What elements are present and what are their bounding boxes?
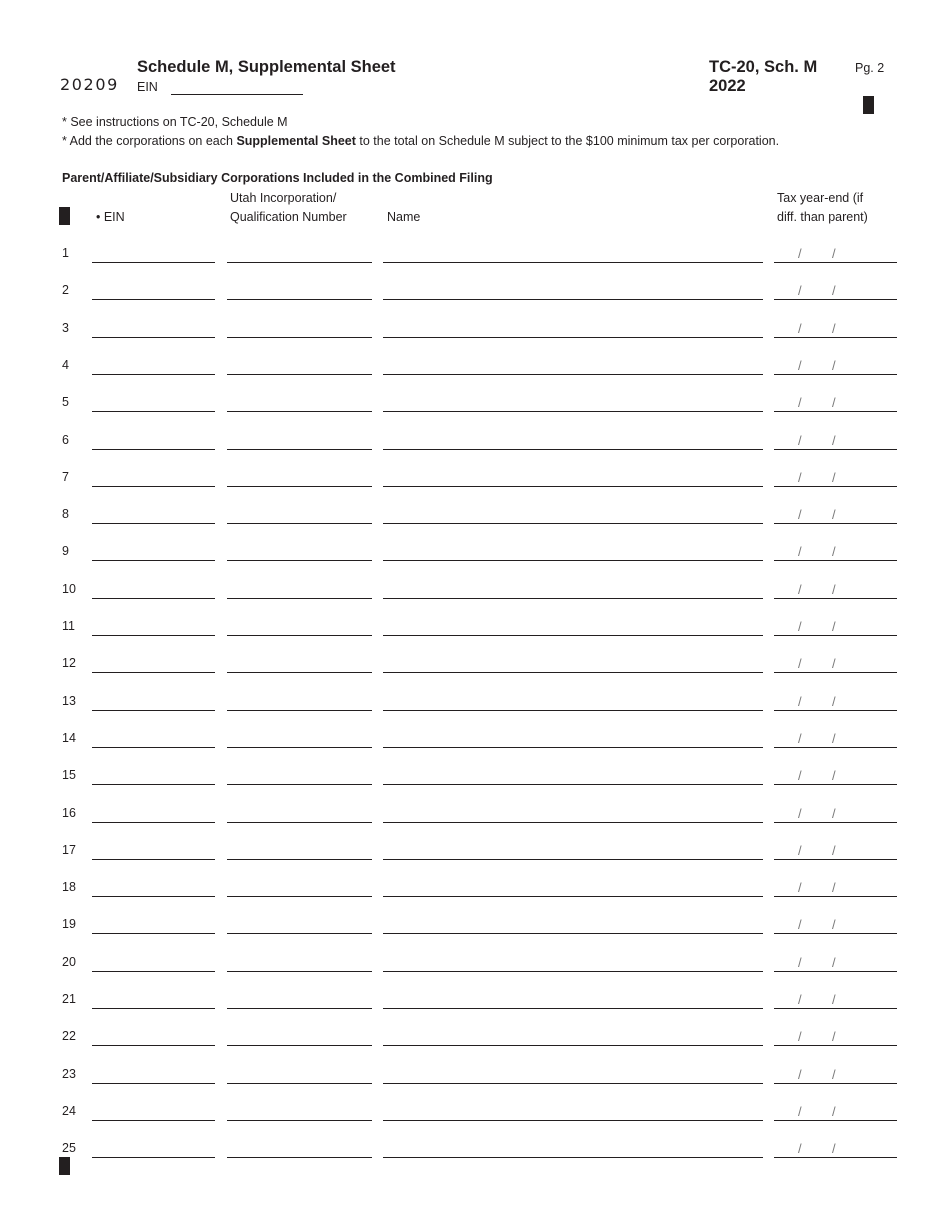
table-row — [0, 1067, 950, 1104]
utah-number-field[interactable] — [227, 1120, 372, 1121]
date-separator: / — [798, 917, 802, 933]
column-header-utah-line1: Utah Incorporation/ — [230, 191, 337, 205]
date-separator: / — [798, 693, 802, 709]
tax-year-end-field[interactable] — [774, 1045, 897, 1046]
table-row — [0, 470, 950, 507]
date-separator: / — [832, 992, 836, 1007]
name-field[interactable] — [383, 598, 763, 599]
date-separator: / — [832, 1141, 836, 1157]
utah-number-field[interactable] — [227, 672, 372, 673]
name-field[interactable] — [383, 971, 763, 972]
row-number: 5 — [62, 395, 69, 410]
ein-field[interactable] — [92, 523, 215, 524]
utah-number-field[interactable] — [227, 560, 372, 561]
row-number: 3 — [62, 320, 69, 335]
tax-year-end-field[interactable] — [774, 710, 897, 711]
utah-number-field[interactable] — [227, 299, 372, 300]
tax-year-end-field[interactable] — [774, 411, 897, 412]
page-number: Pg. 2 — [855, 61, 885, 75]
date-separator: / — [798, 581, 802, 597]
note-1: * See instructions on TC-20, Schedule M — [62, 115, 288, 129]
row-number: 12 — [62, 656, 76, 671]
date-separator: / — [798, 544, 802, 560]
date-separator: / — [832, 768, 836, 784]
date-separator: / — [798, 619, 802, 634]
row-number: 19 — [62, 917, 76, 932]
date-separator: / — [832, 246, 836, 261]
note-2-suffix: to the total on Schedule M subject to the $100 minimum tax per corporation. — [355, 134, 780, 148]
name-field[interactable] — [383, 374, 763, 375]
date-separator: / — [798, 656, 802, 672]
name-field[interactable] — [383, 822, 763, 823]
page-title: Schedule M, Supplemental Sheet — [137, 58, 396, 76]
date-separator: / — [832, 880, 836, 896]
date-separator: / — [832, 432, 836, 448]
row-number: 22 — [62, 1029, 76, 1044]
date-separator: / — [798, 992, 802, 1007]
name-field[interactable] — [383, 933, 763, 934]
date-separator: / — [798, 357, 802, 373]
utah-number-field[interactable] — [227, 971, 372, 972]
row-number: 9 — [62, 544, 69, 559]
table-row — [0, 656, 950, 693]
name-field[interactable] — [383, 337, 763, 338]
column-header-tax-line2: diff. than parent) — [777, 210, 868, 224]
name-field[interactable] — [383, 747, 763, 748]
table-row — [0, 619, 950, 656]
tax-year-end-field[interactable] — [774, 747, 897, 748]
date-separator: / — [832, 842, 836, 858]
table-row — [0, 507, 950, 544]
tax-year-end-field[interactable] — [774, 1120, 897, 1121]
note-2-bold: Supplemental Sheet — [236, 134, 356, 148]
date-separator: / — [798, 954, 802, 970]
name-field[interactable] — [383, 262, 763, 263]
table-row — [0, 955, 950, 992]
column-header-name: Name — [387, 210, 421, 224]
tax-year-end-field[interactable] — [774, 598, 897, 599]
tax-year-end-field[interactable] — [774, 1083, 897, 1084]
row-number: 6 — [62, 432, 69, 447]
date-separator: / — [798, 842, 802, 858]
name-field[interactable] — [383, 486, 763, 487]
name-field[interactable] — [383, 560, 763, 561]
name-field[interactable] — [383, 1008, 763, 1009]
tax-year-end-field[interactable] — [774, 262, 897, 263]
utah-number-field[interactable] — [227, 1157, 372, 1158]
row-number: 16 — [62, 805, 76, 820]
row-number: 25 — [62, 1141, 76, 1156]
ein-field[interactable] — [92, 560, 215, 561]
date-separator: / — [798, 768, 802, 784]
row-number: 2 — [62, 283, 69, 298]
utah-number-field[interactable] — [227, 635, 372, 636]
date-separator: / — [798, 1141, 802, 1157]
tax-year-end-field[interactable] — [774, 374, 897, 375]
table-row — [0, 395, 950, 432]
tax-year-end-field[interactable] — [774, 1008, 897, 1009]
table-row — [0, 768, 950, 805]
table-row — [0, 843, 950, 880]
date-separator: / — [798, 469, 802, 485]
row-number: 15 — [62, 768, 76, 783]
note-2 — [62, 134, 779, 148]
date-separator: / — [832, 693, 836, 709]
date-separator: / — [832, 1066, 836, 1082]
table-row — [0, 694, 950, 731]
ein-field[interactable] — [92, 1083, 215, 1084]
utah-number-field[interactable] — [227, 710, 372, 711]
ein-field[interactable] — [92, 1120, 215, 1121]
ein-field[interactable] — [92, 449, 215, 450]
ein-field[interactable] — [92, 1157, 215, 1158]
column-header-tax-line1: Tax year-end (if — [777, 191, 864, 205]
ein-field[interactable] — [92, 784, 215, 785]
tax-year-end-field[interactable] — [774, 299, 897, 300]
ein-field[interactable] — [92, 337, 215, 338]
utah-number-field[interactable] — [227, 859, 372, 860]
table-row — [0, 358, 950, 395]
ein-field[interactable] — [92, 822, 215, 823]
utah-number-field[interactable] — [227, 374, 372, 375]
note-2-text: * Add the corporations on each — [62, 134, 237, 148]
utah-number-field[interactable] — [227, 486, 372, 487]
registration-mark — [863, 96, 874, 114]
row-number: 7 — [62, 469, 69, 484]
date-separator: / — [832, 1029, 836, 1045]
table-row — [0, 283, 950, 320]
name-field[interactable] — [383, 784, 763, 785]
ein-field[interactable] — [92, 859, 215, 860]
row-number: 21 — [62, 992, 76, 1006]
date-separator: / — [832, 469, 836, 485]
date-separator: / — [832, 917, 836, 933]
name-field[interactable] — [383, 1157, 763, 1158]
ein-field[interactable] — [92, 1045, 215, 1046]
name-field[interactable] — [383, 299, 763, 300]
utah-number-field[interactable] — [227, 784, 372, 785]
ein-field[interactable] — [92, 486, 215, 487]
tax-year-end-field[interactable] — [774, 337, 897, 338]
date-separator: / — [832, 320, 836, 336]
ein-field[interactable] — [92, 747, 215, 748]
table-row — [0, 880, 950, 917]
row-number: 4 — [62, 357, 69, 372]
row-number: 11 — [62, 619, 75, 633]
date-separator: / — [832, 283, 836, 299]
form-name — [709, 58, 817, 96]
name-field[interactable] — [383, 523, 763, 524]
date-separator: / — [798, 395, 802, 411]
tax-year-end-field[interactable] — [774, 672, 897, 673]
utah-number-field[interactable] — [227, 747, 372, 748]
tax-year-end-field[interactable] — [774, 971, 897, 972]
table-row — [0, 1141, 950, 1178]
ein-field[interactable] — [92, 1008, 215, 1009]
row-number: 24 — [62, 1103, 76, 1118]
table-row — [0, 1104, 950, 1141]
date-separator: / — [798, 432, 802, 448]
table-row — [0, 806, 950, 843]
row-number: 20 — [62, 954, 76, 969]
tax-year-end-field[interactable] — [774, 449, 897, 450]
date-separator: / — [798, 1066, 802, 1082]
column-header-utah-line2: Qualification Number — [230, 210, 347, 224]
column-header-tax-year-end — [777, 189, 868, 227]
row-number: 13 — [62, 693, 76, 708]
name-field[interactable] — [383, 710, 763, 711]
ein-field[interactable] — [92, 710, 215, 711]
table-row — [0, 544, 950, 581]
ein-field[interactable] — [92, 971, 215, 972]
row-number: 17 — [62, 842, 76, 857]
form-code: 20209 — [60, 75, 119, 94]
header-ein-label: EIN — [137, 80, 158, 94]
ein-field[interactable] — [92, 635, 215, 636]
date-separator: / — [832, 507, 836, 523]
tax-year-end-field[interactable] — [774, 933, 897, 934]
date-separator: / — [798, 880, 802, 896]
date-separator: / — [798, 320, 802, 336]
date-separator: / — [798, 805, 802, 821]
table-row — [0, 321, 950, 358]
ein-field[interactable] — [92, 933, 215, 934]
tax-year-end-field[interactable] — [774, 635, 897, 636]
tax-year-end-field[interactable] — [774, 486, 897, 487]
date-separator: / — [798, 1029, 802, 1045]
table-row — [0, 1029, 950, 1066]
name-field[interactable] — [383, 635, 763, 636]
utah-number-field[interactable] — [227, 449, 372, 450]
row-number: 8 — [62, 507, 69, 522]
ein-field[interactable] — [92, 672, 215, 673]
row-number: 18 — [62, 880, 76, 895]
date-separator: / — [832, 1103, 836, 1119]
date-separator: / — [832, 395, 836, 411]
utah-number-field[interactable] — [227, 822, 372, 823]
date-separator: / — [832, 357, 836, 373]
row-number: 14 — [62, 730, 76, 745]
utah-number-field[interactable] — [227, 1008, 372, 1009]
utah-number-field[interactable] — [227, 523, 372, 524]
date-separator: / — [798, 1103, 802, 1119]
date-separator: / — [798, 283, 802, 299]
section-heading: Parent/Affiliate/Subsidiary Corporations Included in the Combined Filing — [62, 171, 493, 185]
column-header-utah-number — [230, 189, 347, 227]
date-separator: / — [832, 544, 836, 560]
date-separator: / — [832, 730, 836, 746]
utah-number-field[interactable] — [227, 411, 372, 412]
date-separator: / — [832, 619, 836, 634]
table-row — [0, 582, 950, 619]
ein-field[interactable] — [92, 598, 215, 599]
date-separator: / — [832, 954, 836, 970]
tax-year-end-field[interactable] — [774, 896, 897, 897]
form-name-text: TC-20, Sch. M — [709, 58, 818, 76]
date-separator: / — [832, 805, 836, 821]
name-field[interactable] — [383, 411, 763, 412]
utah-number-field[interactable] — [227, 933, 372, 934]
table-row — [0, 433, 950, 470]
tax-year-end-field[interactable] — [774, 1157, 897, 1158]
ein-field[interactable] — [92, 896, 215, 897]
row-number: 10 — [62, 581, 76, 596]
ein-field[interactable] — [92, 374, 215, 375]
table-row — [0, 731, 950, 768]
utah-number-field[interactable] — [227, 1045, 372, 1046]
ein-field[interactable] — [92, 299, 215, 300]
tax-year-end-field[interactable] — [774, 560, 897, 561]
name-field[interactable] — [383, 859, 763, 860]
utah-number-field[interactable] — [227, 598, 372, 599]
name-field[interactable] — [383, 672, 763, 673]
name-field[interactable] — [383, 1120, 763, 1121]
header-ein-field[interactable] — [171, 94, 303, 95]
registration-mark — [59, 207, 70, 225]
tax-year-end-field[interactable] — [774, 822, 897, 823]
column-header-ein: • EIN — [96, 210, 125, 224]
form-year: 2022 — [709, 77, 746, 95]
tax-year-end-field[interactable] — [774, 859, 897, 860]
table-row — [0, 992, 950, 1029]
utah-number-field[interactable] — [227, 896, 372, 897]
name-field[interactable] — [383, 1083, 763, 1084]
tax-year-end-field[interactable] — [774, 784, 897, 785]
utah-number-field[interactable] — [227, 1083, 372, 1084]
tax-year-end-field[interactable] — [774, 523, 897, 524]
table-row — [0, 917, 950, 954]
utah-number-field[interactable] — [227, 262, 372, 263]
row-number: 1 — [62, 246, 69, 260]
date-separator: / — [798, 730, 802, 746]
date-separator: / — [832, 581, 836, 597]
ein-field[interactable] — [92, 262, 215, 263]
date-separator: / — [832, 656, 836, 672]
registration-mark — [59, 1157, 70, 1175]
name-field[interactable] — [383, 449, 763, 450]
utah-number-field[interactable] — [227, 337, 372, 338]
date-separator: / — [798, 246, 802, 261]
date-separator: / — [798, 507, 802, 523]
name-field[interactable] — [383, 896, 763, 897]
name-field[interactable] — [383, 1045, 763, 1046]
row-number: 23 — [62, 1066, 76, 1081]
table-row — [0, 246, 950, 283]
ein-field[interactable] — [92, 411, 215, 412]
